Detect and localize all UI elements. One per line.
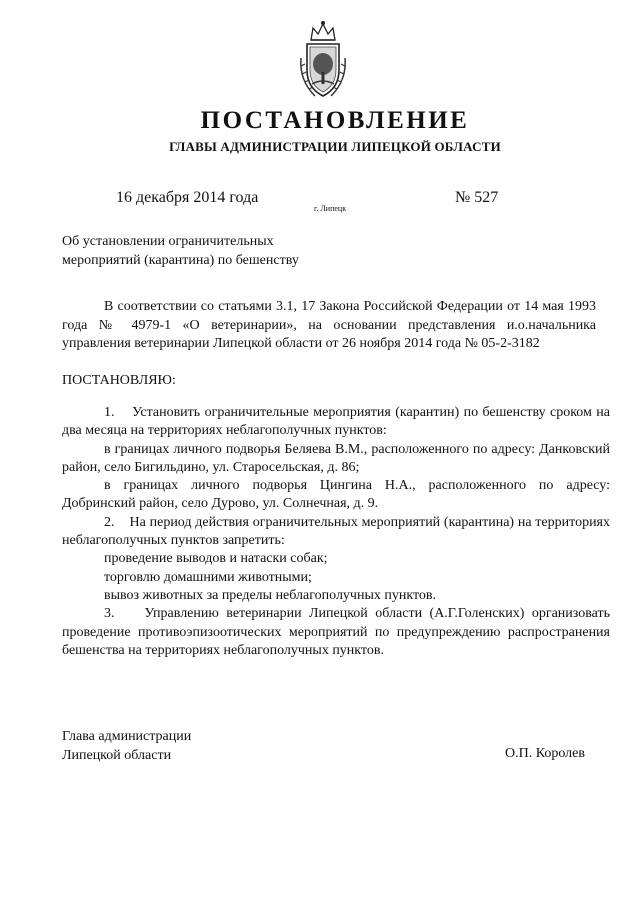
decree-item: 2. На период действия ограничительных мероприятий (карантина) на территориях неблагополучных пунктов запретить: xyxy=(62,514,610,549)
lipetsk-oblast-coat-of-arms-icon xyxy=(293,18,353,102)
decree-item: 1. Установить ограничительные мероприятия (карантин) по бешенству сроком на два месяца на территориях неблагополучных пунктов: xyxy=(62,405,610,439)
document-number: № 527 xyxy=(455,189,499,206)
decree-items xyxy=(62,404,610,660)
document-subject xyxy=(62,232,382,270)
decree-item: в границах личного подворья Цингина Н.А., расположенного по адресу: Добринский район, село Дурово, ул. Солнечная, д. 9. xyxy=(62,478,610,512)
decree-item: 3. Управлению ветеринарии Липецкой области (А.Г.Голенских) организовать проведение противоэпизоотических мероприятий по предупреждению распространения бешенства на территориях неблагополучных пунктов. xyxy=(62,606,610,658)
decree-word: ПОСТАНОВЛЯЮ: xyxy=(62,373,176,388)
decree-item: в границах личного подворья Беляева В.М., расположенного по адресу: Данковский район, село Бигильдино, ул. Старосельская, д. 86; xyxy=(62,441,610,475)
signatory-position-line: Глава администрации xyxy=(62,729,192,744)
signatory-position-line: Липецкой области xyxy=(62,748,172,763)
decree-item: торговлю домашними животными; xyxy=(104,569,312,585)
document-date: 16 декабря 2014 года xyxy=(116,189,259,206)
document-title: ПОСТАНОВЛЕНИЕ xyxy=(200,107,470,134)
document-subtitle: ГЛАВЫ АДМИНИСТРАЦИИ ЛИПЕЦКОЙ ОБЛАСТИ xyxy=(169,139,501,154)
signatory-position xyxy=(62,727,191,765)
decree-item: проведение выводов и натаски собак; xyxy=(104,551,328,567)
subject-line: мероприятий (карантина) по бешенству xyxy=(62,253,299,268)
subject-line: Об установлении ограничительных xyxy=(62,234,274,249)
preamble-paragraph: В соответствии со статьями 3.1, 17 Закона Российской Федерации от 14 мая 1993 года № 4979-1 «О ветеринарии», на основании представления и.о.начальника управления ветеринарии Липецкой области от 26 ноября 2014 года № 05-2-3182 xyxy=(62,299,596,351)
decree-item: вывоз животных за пределы неблагополучных пунктов. xyxy=(104,587,437,603)
document-city: г. Липецк xyxy=(314,204,347,213)
signatory-name: О.П. Королев xyxy=(505,746,585,761)
